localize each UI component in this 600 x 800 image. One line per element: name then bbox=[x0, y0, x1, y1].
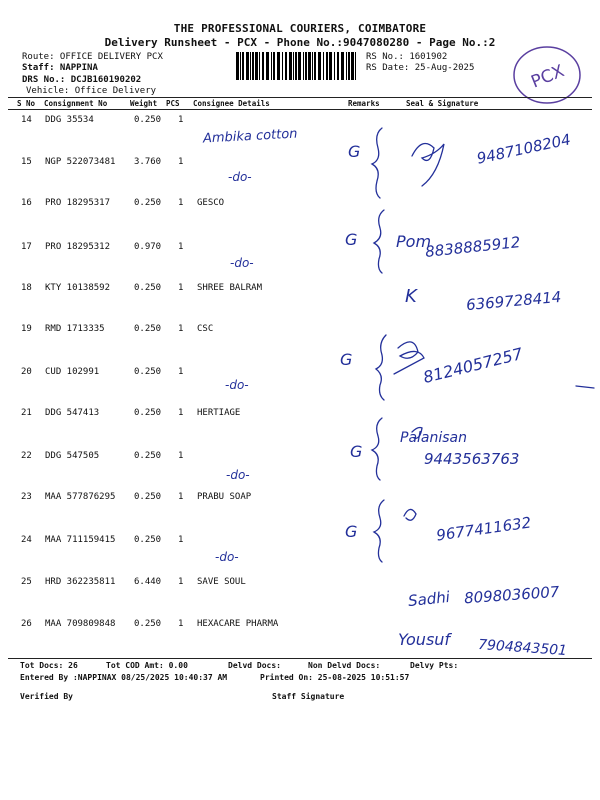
row-consignee: PRABU SOAP bbox=[197, 492, 252, 502]
row-pcs: 1 bbox=[178, 198, 184, 208]
row-weight: 3.760 bbox=[134, 157, 162, 167]
row-consignee: SHREE BALRAM bbox=[197, 283, 263, 293]
row-consignment: MAA 577876295 bbox=[45, 492, 116, 502]
row-consignment: HRD 362235811 bbox=[45, 577, 116, 587]
row-weight: 0.250 bbox=[134, 619, 162, 629]
row-sno: 26 bbox=[21, 619, 32, 629]
footer-rule bbox=[8, 658, 592, 659]
remark-mark: G bbox=[345, 522, 358, 541]
row-pcs: 1 bbox=[178, 619, 184, 629]
rs-date: RS Date: 25-Aug-2025 bbox=[366, 63, 475, 73]
row-sno: 25 bbox=[21, 577, 32, 587]
delivery-points: Delvy Pts: bbox=[410, 661, 459, 670]
row-pcs: 1 bbox=[178, 492, 184, 502]
non-delivered-docs: Non Delvd Docs: bbox=[308, 661, 381, 670]
signature-phone-3: 6369728414 bbox=[465, 287, 563, 315]
remark-mark: G bbox=[340, 350, 353, 369]
row-pcs: 1 bbox=[178, 367, 184, 377]
row-consignment: DDG 547413 bbox=[45, 408, 100, 418]
row-pcs: 1 bbox=[178, 535, 184, 545]
total-cod: Tot COD Amt: 0.00 bbox=[106, 661, 188, 670]
runsheet-title: THE PROFESSIONAL COURIERS, COIMBATORE bbox=[173, 22, 427, 35]
route-label: Route: OFFICE DELIVERY PCX bbox=[22, 52, 163, 62]
row-consignment: MAA 711159415 bbox=[45, 535, 116, 545]
signature-name-4: Yousuf bbox=[398, 630, 451, 649]
row-sno: 14 bbox=[21, 115, 32, 125]
signature-phone-4: 8124057257 bbox=[421, 343, 525, 388]
col-weight: Weight bbox=[130, 99, 158, 108]
handwritten-do: -do- bbox=[230, 256, 254, 270]
entered-by: Entered By :NAPPINAX 08/25/2025 10:40:37 AM bbox=[20, 673, 228, 682]
row-consignment: NGP 522073481 bbox=[45, 157, 116, 167]
remark-mark: G bbox=[345, 230, 358, 249]
row-weight: 0.250 bbox=[134, 324, 162, 334]
row-consignee: HEXACARE PHARMA bbox=[197, 619, 279, 629]
printed-on: Printed On: 25-08-2025 10:51:57 bbox=[260, 673, 410, 682]
row-weight: 0.250 bbox=[134, 198, 162, 208]
col-remarks: Remarks bbox=[348, 99, 380, 108]
signature-phone-1: 9487108204 bbox=[475, 130, 573, 168]
row-sno: 20 bbox=[21, 367, 32, 377]
row-sno: 16 bbox=[21, 198, 32, 208]
row-consignee: HERTIAGE bbox=[197, 408, 241, 418]
col-sno: S No bbox=[17, 99, 36, 108]
row-consignment: MAA 709809848 bbox=[45, 619, 116, 629]
row-consignee: CSC bbox=[197, 324, 214, 334]
delivered-docs: Delvd Docs: bbox=[228, 661, 281, 670]
row-pcs: 1 bbox=[178, 577, 184, 587]
row-pcs: 1 bbox=[178, 408, 184, 418]
row-pcs: 1 bbox=[178, 242, 184, 252]
signature-phone-7: 8098036007 bbox=[463, 582, 560, 608]
runsheet-subtitle: Delivery Runsheet - PCX - Phone No.:9047080280 - Page No.:2 bbox=[104, 36, 496, 49]
row-consignment: PRO 18295312 bbox=[45, 242, 111, 252]
row-weight: 0.250 bbox=[134, 367, 162, 377]
row-weight: 6.440 bbox=[134, 577, 162, 587]
col-signature: Seal & Signature bbox=[406, 99, 479, 108]
row-pcs: 1 bbox=[178, 115, 184, 125]
staff-signature: Staff Signature bbox=[272, 692, 345, 701]
row-sno: 21 bbox=[21, 408, 32, 418]
signature-phone-6: 9677411632 bbox=[435, 513, 533, 545]
row-weight: 0.250 bbox=[134, 492, 162, 502]
row-consignment: DDG 35534 bbox=[45, 115, 94, 125]
row-consignment: DDG 547505 bbox=[45, 451, 100, 461]
row-sno: 15 bbox=[21, 157, 32, 167]
row-pcs: 1 bbox=[178, 157, 184, 167]
col-pcs: PCS bbox=[166, 99, 180, 108]
rs-number: RS No.: 1601902 bbox=[366, 52, 448, 62]
drs-number: DRS No.: DCJB160190202 bbox=[22, 75, 142, 85]
row-weight: 0.250 bbox=[134, 451, 162, 461]
row-weight: 0.250 bbox=[134, 535, 162, 545]
signature-phone-8: 7904843501 bbox=[477, 636, 568, 660]
stamp-text: PCX bbox=[528, 61, 568, 93]
signature-phone-5: 9443563763 bbox=[424, 450, 520, 468]
col-consignee: Consignee Details bbox=[193, 99, 270, 108]
row-sno: 19 bbox=[21, 324, 32, 334]
row-sno: 17 bbox=[21, 242, 32, 252]
row-consignment: KTY 10138592 bbox=[45, 283, 111, 293]
handwritten-do: -do- bbox=[225, 378, 249, 392]
signature-name-1: Pom bbox=[396, 232, 432, 251]
verified-by: Verified By bbox=[20, 692, 73, 701]
row-pcs: 1 bbox=[178, 324, 184, 334]
signature-name-2: Palanisan bbox=[400, 430, 467, 446]
row-consignment: PRO 18295317 bbox=[45, 198, 111, 208]
total-docs: Tot Docs: 26 bbox=[20, 661, 78, 670]
row-sno: 24 bbox=[21, 535, 32, 545]
row-consignee: GESCO bbox=[197, 198, 225, 208]
handwritten-ambika: Ambika cotton bbox=[202, 126, 298, 147]
remark-mark: G bbox=[350, 442, 363, 461]
row-pcs: 1 bbox=[178, 451, 184, 461]
row-consignment: RMD 1713335 bbox=[45, 324, 105, 334]
row-weight: 0.250 bbox=[134, 408, 162, 418]
row-sno: 18 bbox=[21, 283, 32, 293]
vehicle-label: Vehicle: Office Delivery bbox=[26, 86, 157, 96]
row-weight: 0.970 bbox=[134, 242, 162, 252]
row-weight: 0.250 bbox=[134, 115, 162, 125]
row-weight: 0.250 bbox=[134, 283, 162, 293]
staff-label: Staff: NAPPINA bbox=[22, 63, 98, 73]
remark-mark: G bbox=[348, 142, 361, 161]
handwritten-do: -do- bbox=[215, 550, 239, 564]
signature-phone-2: 8838885912 bbox=[424, 233, 522, 261]
row-consignment: CUD 102991 bbox=[45, 367, 100, 377]
handwritten-do: -do- bbox=[226, 468, 250, 482]
signature-name-3: Sadhi bbox=[407, 587, 451, 611]
row-sno: 22 bbox=[21, 451, 32, 461]
handwritten-do: -do- bbox=[228, 170, 252, 184]
col-consignment: Consignment No bbox=[44, 99, 108, 108]
signature-name-5: K bbox=[405, 286, 417, 307]
row-pcs: 1 bbox=[178, 283, 184, 293]
row-sno: 23 bbox=[21, 492, 32, 502]
row-consignee: SAVE SOUL bbox=[197, 577, 246, 587]
